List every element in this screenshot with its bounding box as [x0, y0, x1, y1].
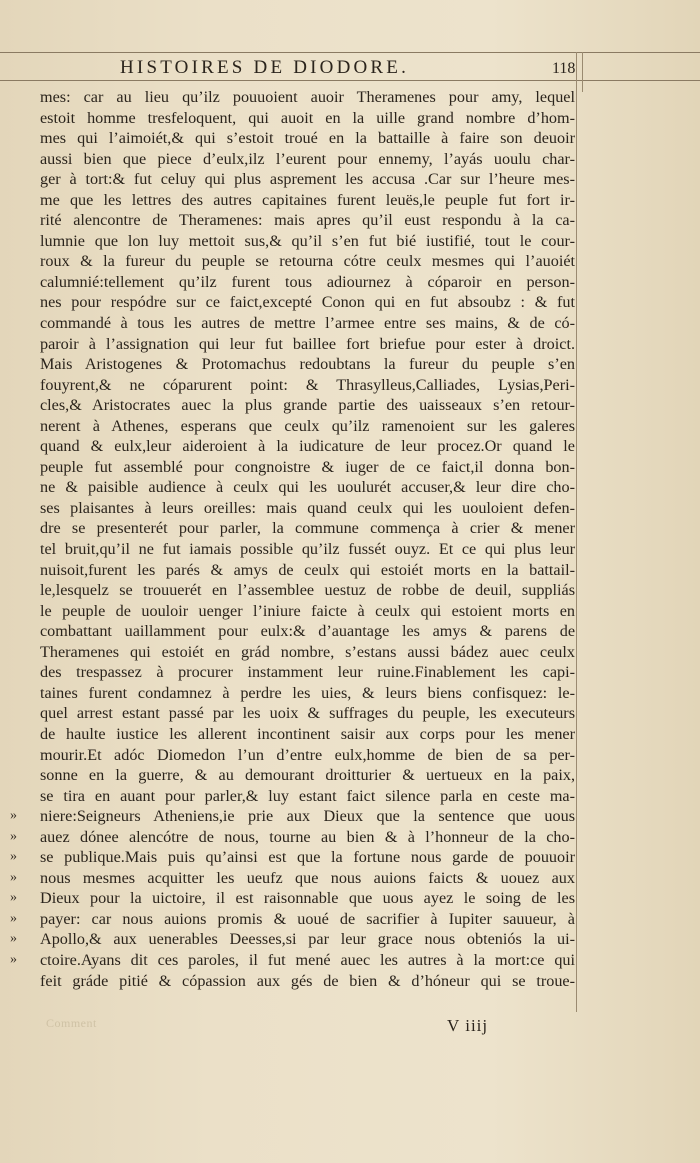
- text-line: [10, 847, 575, 868]
- line-text: ctoire.Ayans dit ces paroles, il fut mené auec les autres à la mort:ce qui: [40, 950, 575, 969]
- signature-mark: V iiij: [447, 1016, 489, 1035]
- text-line: [40, 108, 575, 129]
- text-line: [10, 888, 575, 909]
- text-line: [40, 477, 575, 498]
- text-line: [40, 971, 575, 992]
- line-text: Apollo,& aux uenerables Deesses,si par leur grace nous obteniós la ui-: [40, 930, 575, 949]
- body-text: [10, 87, 575, 991]
- line-text: quand & eulx,leur aideroient à la iudicature de leur procez.Or quand le: [40, 437, 575, 456]
- text-line: [40, 292, 575, 313]
- folio-number: 118: [552, 60, 576, 77]
- text-line: [40, 518, 575, 539]
- text-line: [40, 334, 575, 355]
- text-line: [40, 231, 575, 252]
- text-line: [10, 827, 575, 848]
- line-text: nes pour respódre sur ce faict,excepté Conon qui en fut absoubz : & fut: [40, 293, 575, 312]
- line-text: Mais Aristogenes & Protomachus redoubtans la fureur du peuple s’en: [40, 355, 575, 374]
- quotation-mark: »: [10, 869, 17, 885]
- text-line: [40, 621, 575, 642]
- margin-rule: [576, 52, 577, 1012]
- text-line: [40, 149, 575, 170]
- text-line: [10, 806, 575, 827]
- faint-catchword: Comment: [46, 1016, 97, 1030]
- line-text: ger à tort:& fut celuy qui plus asprement les accusa .Car sur l’heure mes-: [40, 170, 575, 189]
- quotation-mark: »: [10, 910, 17, 926]
- text-line: [40, 601, 575, 622]
- text-line: [10, 868, 575, 889]
- quotation-mark: »: [10, 931, 17, 947]
- text-line: [40, 457, 575, 478]
- text-line: [40, 745, 575, 766]
- line-text: lumnie que lon luy mettoit sus,& qu’il s’en fut bié iustifié, tout le cour-: [40, 231, 575, 250]
- line-text: calumnié:tellement qu’ilz furent tous adiournez à cóparoir en person-: [40, 272, 575, 291]
- text-line: [40, 560, 575, 581]
- text-line: [40, 580, 575, 601]
- line-text: fouyrent,& ne cóparurent point: & Thrasylleus,Calliades, Lysias,Peri-: [40, 375, 575, 394]
- text-line: [40, 128, 575, 149]
- quotation-mark: »: [10, 849, 17, 865]
- top-rule: [0, 52, 700, 53]
- text-line: [40, 662, 575, 683]
- text-line: [40, 703, 575, 724]
- line-text: me que les lettres des autres capitaines furent leuës,le peuple fut fort ir-: [40, 190, 575, 209]
- line-text: payer: car nous auions promis & uoué de sacrifier à Iupiter sauueur, à: [40, 909, 575, 928]
- line-text: Dieux pour la uictoire, il est raisonnable que uous ayez le soing de les: [40, 889, 575, 908]
- line-text: de haulte iustice les allerent incontinent saisir aux corps pour les mener: [40, 724, 575, 743]
- line-text: aussi bien que piece d’eulx,ilz l’eurent pour ennemy, l’ayás uoulu char-: [40, 149, 575, 168]
- line-text: sonne en la guerre, & au demourant droitturier & uertueux en la paix,: [40, 766, 575, 785]
- line-text: cles,& Aristocrates auec la plus grande partie des uaisseaux s’en retour-: [40, 396, 575, 415]
- page-header: [120, 57, 576, 81]
- line-text: Theramenes qui estoiét en grád nombre, s’estans aussi bádez auec ceulx: [40, 642, 575, 661]
- quotation-mark: »: [10, 890, 17, 906]
- line-text: nous mesmes acquitter les ueufz que nous auions faicts & uouez aux: [40, 868, 575, 887]
- text-line: [40, 436, 575, 457]
- text-line: [10, 929, 575, 950]
- line-text: auez dónee alencótre de nous, tourne au bien & à l’honneur de la cho-: [40, 827, 575, 846]
- text-line: [40, 642, 575, 663]
- text-line: [40, 190, 575, 211]
- quotation-mark: »: [10, 828, 17, 844]
- text-line: [40, 683, 575, 704]
- line-text: mes: car au lieu qu’ilz pouuoient auoir Theramenes pour amy, lequel: [40, 88, 575, 106]
- text-line: [40, 539, 575, 560]
- running-title: HISTOIRES DE DIODORE.: [120, 57, 410, 78]
- line-text: se publique.Mais puis qu’ainsi est que la fortune nous garde de pouuoir: [40, 848, 575, 867]
- line-text: rité alencontre de Theramenes: mais apres qu’il eust respondu à la ca-: [40, 211, 575, 230]
- line-text: quel arrest estant passé par les uoix & suffrages du peuple, les executeurs: [40, 704, 575, 723]
- line-text: commandé à tous les autres de mettre l’armee entre ses mains, & de có-: [40, 314, 575, 333]
- margin-rule-short: [582, 52, 583, 92]
- text-line: [10, 950, 575, 971]
- text-line: [40, 724, 575, 745]
- line-text: ses plaisantes à leurs oreilles: mais quand ceulx qui les uouloient defen-: [40, 498, 575, 517]
- line-text: dre se presenterét pour parler, la commune commença à crier & mener: [40, 519, 575, 538]
- line-text: paroir à l’assignation qui leur fut baillee fort briefue pour ester à droict.: [40, 334, 575, 353]
- line-text: le peuple de uouloir uenger l’iniure faicte à ceulx qui estoient morts en: [40, 601, 575, 620]
- line-text: roux & la fureur du peuple se retourna cótre ceulx mesmes qui l’auoiét: [40, 252, 575, 271]
- text-line: [40, 765, 575, 786]
- line-text: mes qui l’aimoiét,& qui s’estoit troué en la battaille à faire son deuoir: [40, 129, 575, 148]
- text-line: [40, 786, 575, 807]
- text-line: [40, 210, 575, 231]
- text-line: [40, 375, 575, 396]
- line-text: se tira en auant pour parler,& luy estant faict silence parla en ceste ma-: [40, 786, 575, 805]
- line-text: feit gráde pitié & cópassion aux gés de bien & d’hóneur qui se troue-: [40, 971, 575, 990]
- line-text: mourir.Et adóc Diomedon l’un d’entre eulx,homme de bien de sa per-: [40, 745, 575, 764]
- line-text: combattant uaillamment pour eulx:& d’auantage les amys & parens de: [40, 622, 575, 641]
- line-text: estoit homme tresfeloquent, qui auoit en la uille grand nombre d’hom-: [40, 108, 575, 127]
- quotation-mark: »: [10, 951, 17, 967]
- line-text: le,lesquelz se trouuerét en l’assemblee uestuz de robbe de deuil, suppliás: [40, 581, 575, 600]
- text-line: [40, 87, 575, 108]
- text-line: [40, 416, 575, 437]
- text-line: [40, 354, 575, 375]
- line-text: des trespassez à procurer instamment leur ruine.Finablement les capi-: [40, 663, 575, 682]
- line-text: nuisoit,furent les parés & amys de ceulx qui estoiét morts en la battail-: [40, 560, 575, 579]
- text-line: [10, 909, 575, 930]
- text-line: [40, 272, 575, 293]
- text-line: [40, 498, 575, 519]
- text-line: [40, 251, 575, 272]
- text-line: [40, 395, 575, 416]
- text-line: [40, 313, 575, 334]
- line-text: ne & paisible audience à ceulx qui les uoulurét accuser,& leur dire cho-: [40, 478, 575, 497]
- line-text: tel bruit,qu’il ne fut iamais possible qu’ilz fussét ouyz. Et ce qui plus leur: [40, 540, 575, 559]
- line-text: taines furent condamnez à perdre les uies, & leurs biens confisquez: le-: [40, 683, 575, 702]
- text-line: [40, 169, 575, 190]
- line-text: niere:Seigneurs Atheniens,ie prie aux Dieux que la sentence que uous: [40, 807, 575, 826]
- quotation-mark: »: [10, 808, 17, 824]
- line-text: nerent à Athenes, esperans que ceulx qu’ilz ramenoient sur les galeres: [40, 416, 575, 435]
- line-text: peuple fut assemblé pour congnoistre & iuger de ce faict,il donna bon-: [40, 457, 575, 476]
